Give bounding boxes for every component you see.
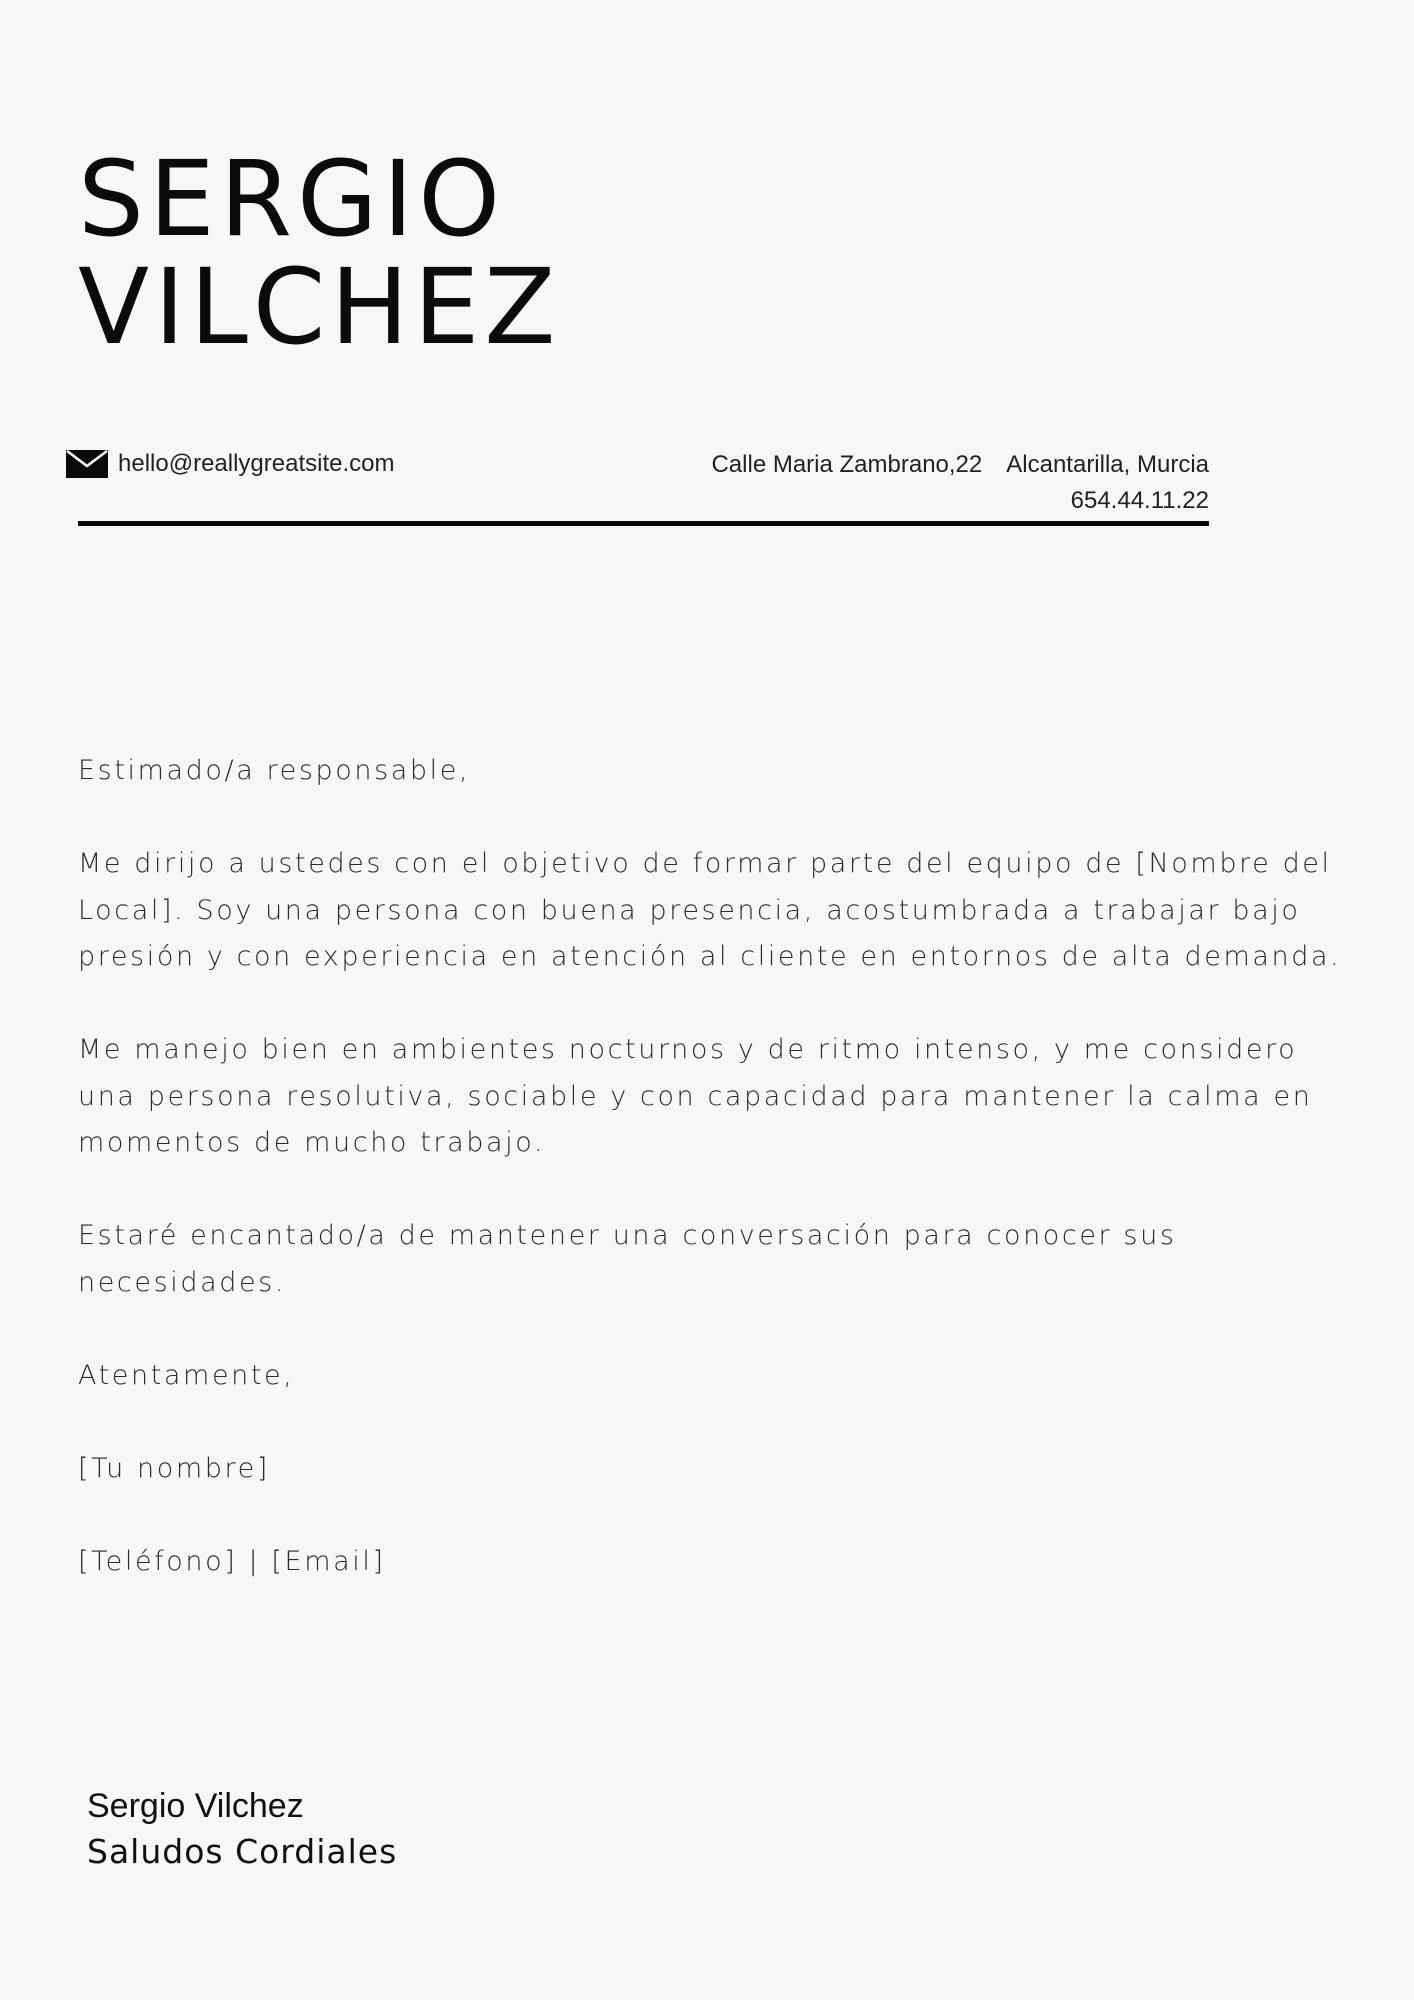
closing-phrase: Atentamente,: [78, 1359, 295, 1391]
header-divider: [78, 521, 1209, 526]
city-address: Alcantarilla, Murcia: [1006, 451, 1209, 478]
address-block: [711, 447, 1209, 519]
phone-number: 654.44.11.22: [1070, 487, 1209, 514]
signoff-name: Sergio Vilchez: [87, 1787, 304, 1825]
street-address: Calle Maria Zambrano,22: [711, 451, 983, 478]
contact-placeholder: [Teléfono] | [Email]: [78, 1545, 386, 1577]
paragraph-closing: Estaré encantado/a de mantener una conversación para conocer sus necesidades.: [78, 1220, 1177, 1298]
signoff-greeting: Saludos Cordiales: [87, 1832, 398, 1871]
last-name: VILCHEZ: [78, 246, 561, 368]
paragraph-intro: Me dirijo a ustedes con el objetivo de formar parte del equipo de [Nombre del Local]. Soy una persona con buena presencia, acostumbrada a trabajar bajo presión y con experiencia en atención al cliente en entornos de alta demanda.: [78, 848, 1342, 972]
email-contact: [66, 450, 394, 478]
address-line: [711, 447, 1209, 483]
applicant-name-heading: [78, 138, 561, 368]
salutation: Estimado/a responsable,: [78, 755, 471, 786]
email-text[interactable]: hello@reallygreatsite.com: [118, 450, 395, 477]
paragraph-skills: Me manejo bien en ambientes nocturnos y de ritmo intenso, y me considero una persona resolutiva, sociable y con capacidad para mantener la calma en momentos de mucho trabajo.: [78, 1034, 1313, 1158]
name-placeholder: [Tu nombre]: [78, 1452, 270, 1484]
envelope-icon: [66, 450, 108, 478]
signoff-block: [87, 1783, 397, 1875]
first-name: SERGIO: [78, 138, 506, 260]
letter-body: [78, 748, 1348, 1632]
